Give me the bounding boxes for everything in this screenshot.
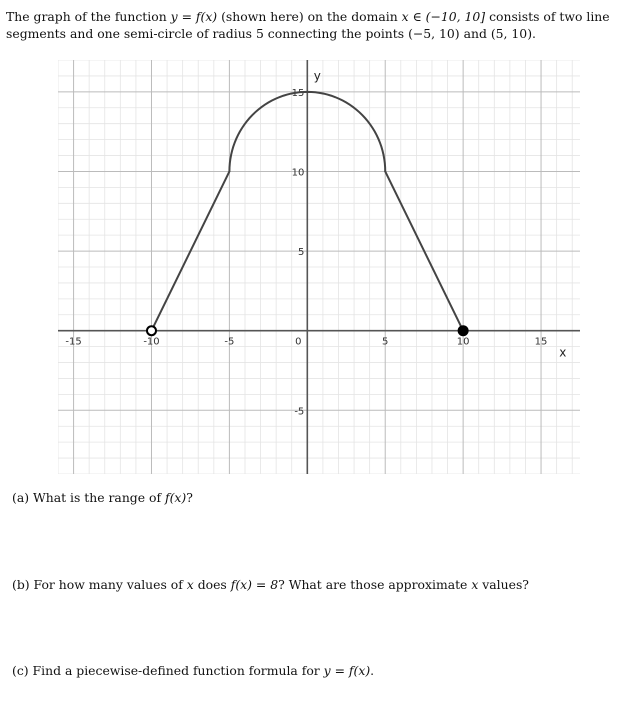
tick-label: -5	[294, 406, 305, 418]
point-b: (5, 10)	[490, 26, 533, 41]
tick-label: 5	[382, 336, 389, 348]
tick-label: 15	[534, 336, 548, 348]
problem-statement: The graph of the function y = f(x) (shown here) on the domain x ∈ (−10, 10] consists of two line segments and one semi-circle of radius 5 connecting the points (−5, 10) and (5, 10).	[6, 9, 610, 41]
tick-label: -15	[65, 336, 82, 348]
minor-grid	[58, 60, 580, 474]
tick-labels	[65, 88, 547, 417]
tick-label: -10	[143, 336, 160, 348]
open-endpoint	[147, 326, 156, 335]
tick-label: 5	[297, 247, 305, 259]
question-b: (b) For how many values of x does f(x) = 8? What are those approximate x values?	[12, 577, 529, 592]
tick-label: -5	[224, 336, 235, 348]
domain-notation: x ∈ (−10, 10]	[401, 9, 486, 24]
question-a: (a) What is the range of f(x)?	[12, 490, 193, 505]
x-axis-label: x	[559, 345, 567, 360]
function-notation: y = f(x)	[170, 9, 218, 24]
tick-label: 10	[456, 336, 470, 348]
point-a: (−5, 10)	[408, 26, 460, 41]
tick-label: 10	[291, 167, 305, 179]
tick-label: 0	[295, 336, 302, 348]
question-c: (c) Find a piecewise-defined function formula for y = f(x).	[12, 663, 375, 678]
y-axis-label: y	[313, 69, 321, 83]
tick-label: 15	[291, 87, 305, 99]
closed-endpoint	[459, 326, 468, 335]
function-graph	[58, 60, 580, 474]
